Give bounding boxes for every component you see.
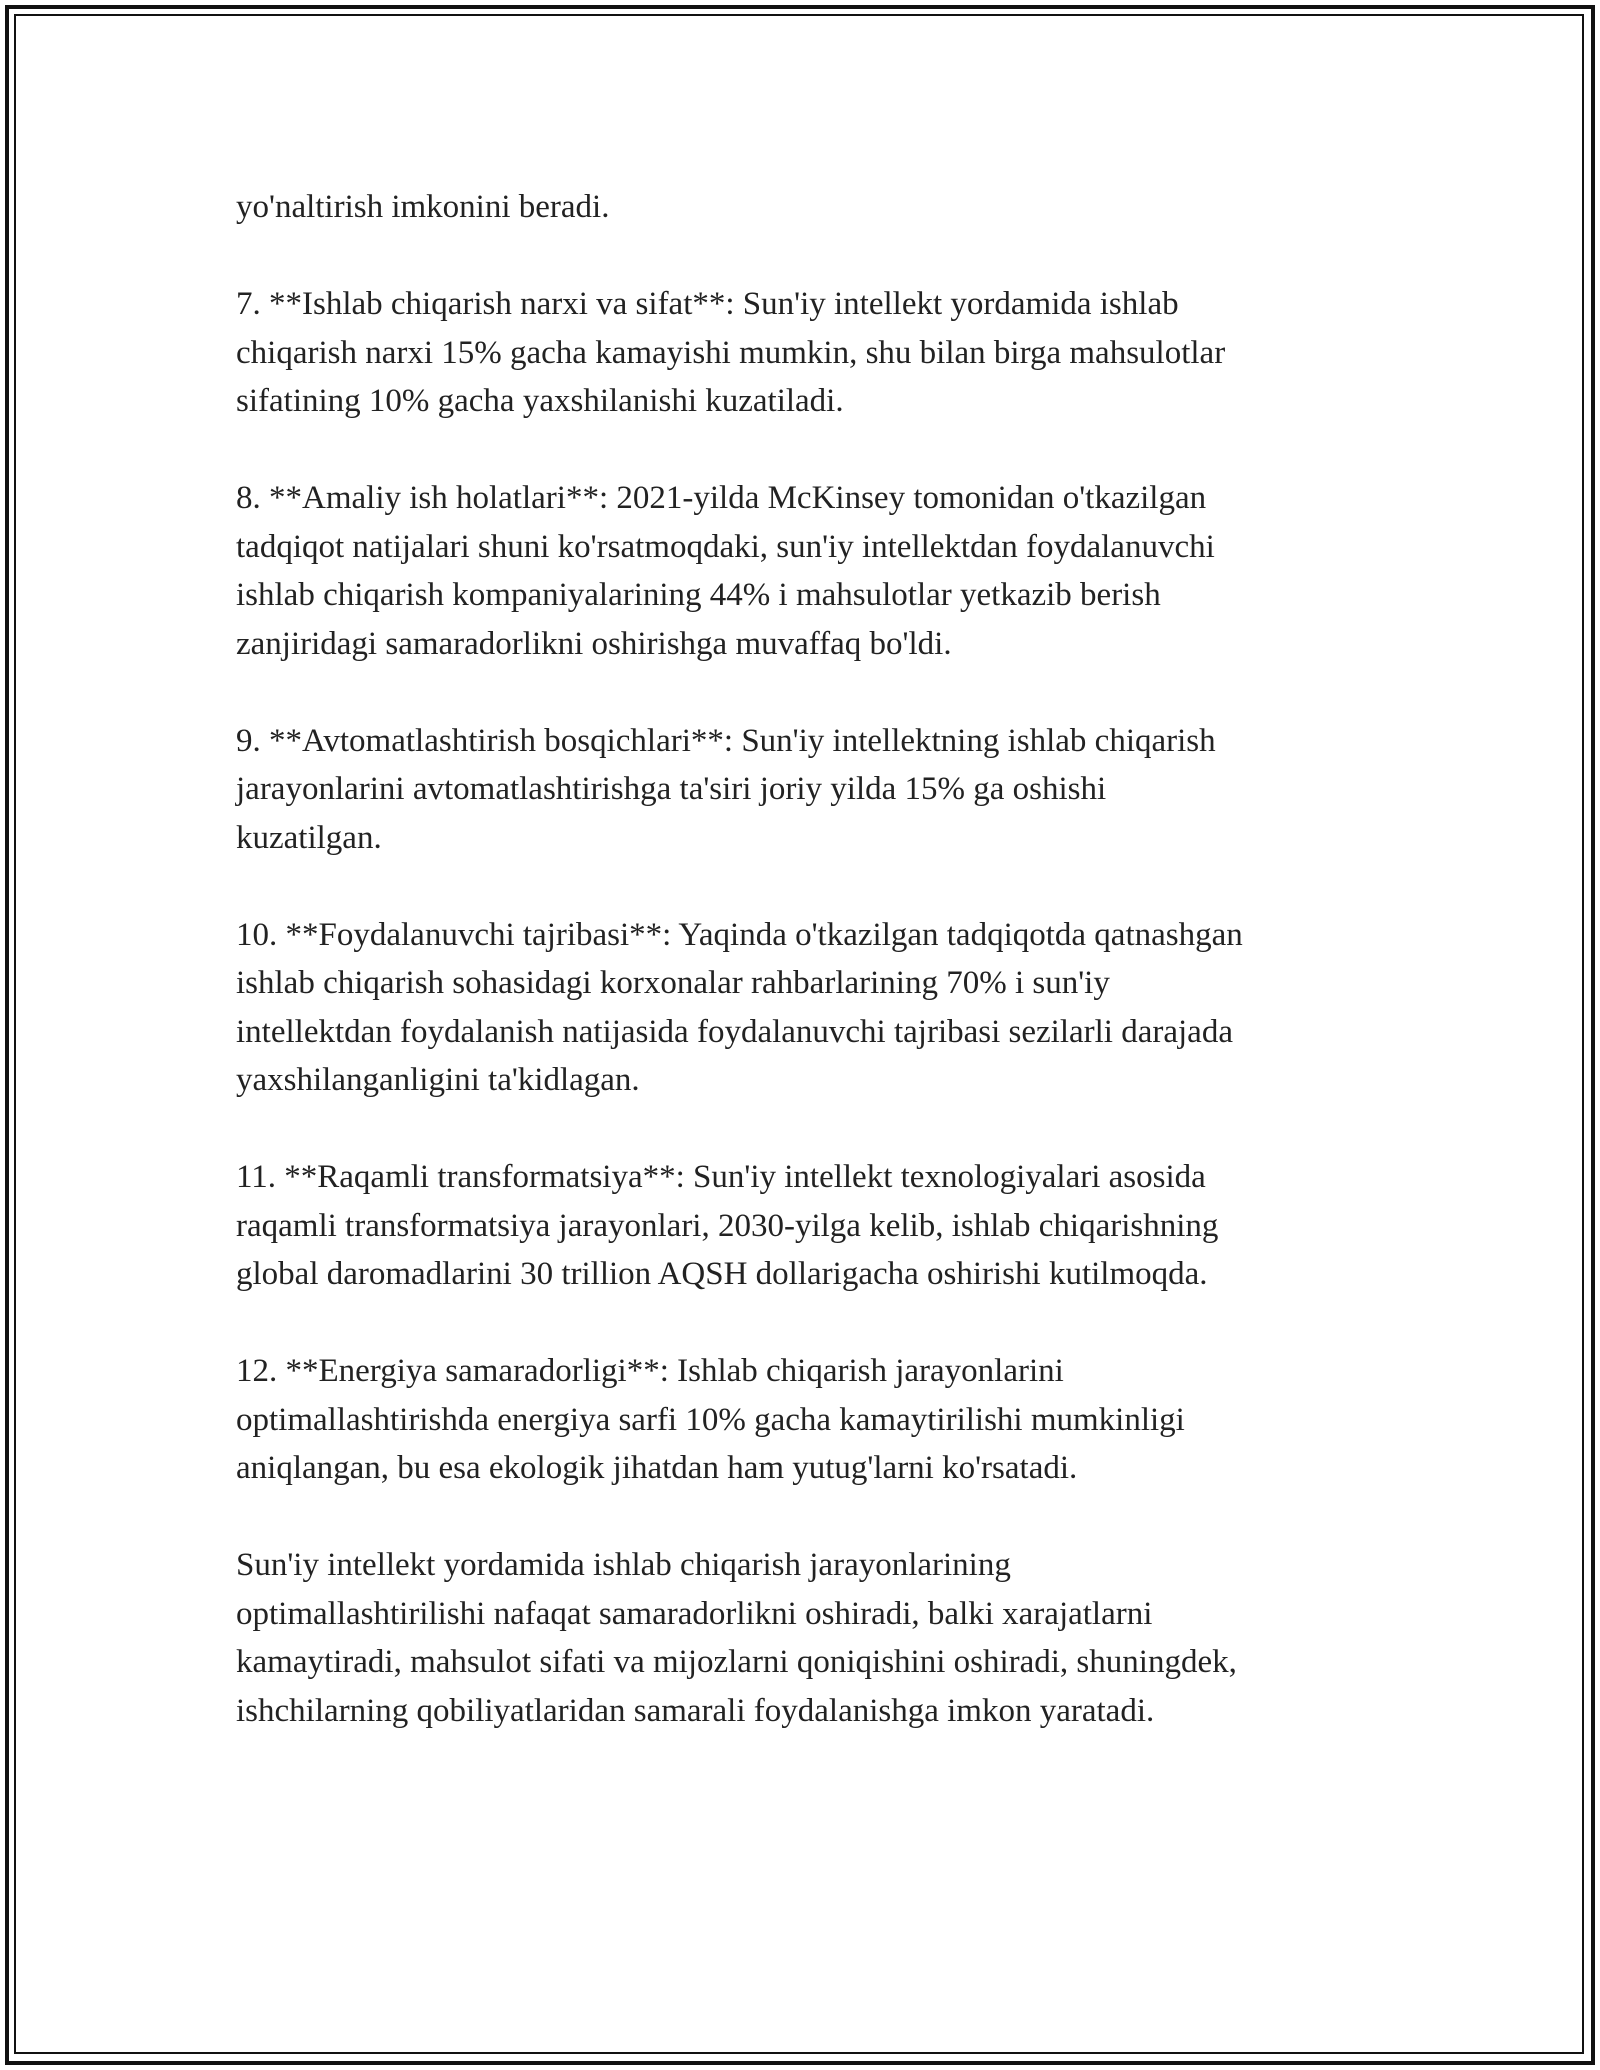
document-body	[236, 183, 1386, 1784]
paragraph-continuation: yo'naltirish imkonini beradi.	[236, 189, 610, 225]
list-item-10: 10. **Foydalanuvchi tajribasi**: Yaqinda o'tkazilgan tadqiqotda qatnashgan ishlab chiqarish sohasidagi korxonalar rahbarlarining 70% i sun'iy intellektdan foydalanish natijasida foydalanuvchi tajribasi sezilarli darajada yaxshilanganligini ta'kidlagan.	[236, 916, 1243, 1098]
list-item-12: 12. **Energiya samaradorligi**: Ishlab chiqarish jarayonlarini optimallashtirishda energiya sarfi 10% gacha kamaytirilishi mumkinligi aniqlangan, bu esa ekologik jihatdan ham yutug'larni ko'rsatadi.	[236, 1353, 1185, 1486]
list-item-8: 8. **Amaliy ish holatlari**: 2021-yilda McKinsey tomonidan o'tkazilgan tadqiqot natijalari shuni ko'rsatmoqdaki, sun'iy intellektdan foydalanuvchi ishlab chiqarish kompaniyalarining 44% i mahsulotlar yetkazib berish zanjiridagi samaradorlikni oshirishga muvaffaq bo'ldi.	[236, 480, 1215, 662]
list-item-7: 7. **Ishlab chiqarish narxi va sifat**: Sun'iy intellekt yordamida ishlab chiqarish narxi 15% gacha kamayishi mumkin, shu bilan birga mahsulotlar sifatining 10% gacha yaxshilanishi kuzatiladi.	[236, 286, 1226, 419]
list-item-11: 11. **Raqamli transformatsiya**: Sun'iy intellekt texnologiyalari asosida raqamli transformatsiya jarayonlari, 2030-yilga kelib, ishlab chiqarishning global daromadlarini 30 trillion AQSH dollarigacha oshirishi kutilmoqda.	[236, 1159, 1219, 1292]
list-item-9: 9. **Avtomatlashtirish bosqichlari**: Sun'iy intellektning ishlab chiqarish jarayonlarini avtomatlashtirishga ta'siri joriy yilda 15% ga oshishi kuzatilgan.	[236, 722, 1216, 856]
conclusion-paragraph: Sun'iy intellekt yordamida ishlab chiqarish jarayonlarining optimallashtirilishi nafaqat samaradorlikni oshiradi, balki xarajatlarni kamaytiradi, mahsulot sifati va mijozlarni qoniqishini oshiradi, shuningdek, ishchilarning qobiliyatlaridan samarali foydalanishga imkon yaratadi.	[236, 1547, 1237, 1729]
